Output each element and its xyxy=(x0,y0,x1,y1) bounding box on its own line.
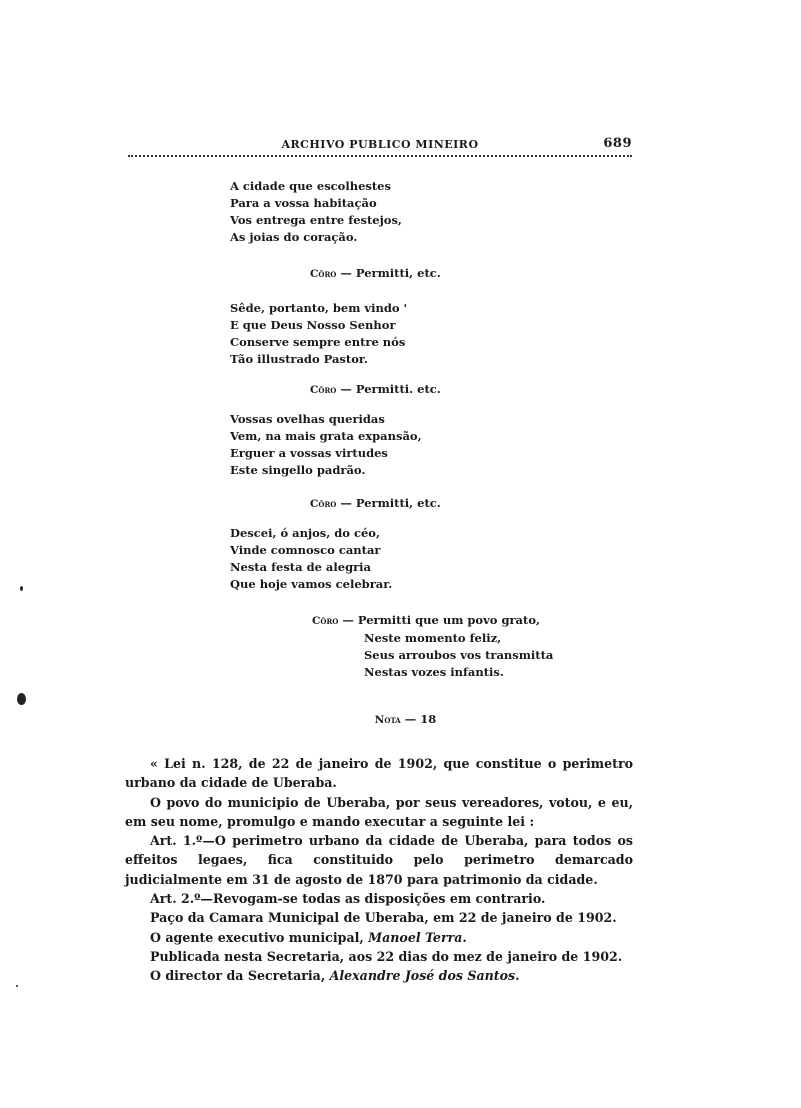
stanza-2 xyxy=(230,300,407,368)
nota-number: — 18 xyxy=(400,712,437,726)
signature-prefix: O director da Secretaria, xyxy=(150,968,330,984)
chorus-label: Côro xyxy=(312,615,339,627)
running-header xyxy=(128,136,632,154)
verse-line: Neste momento feliz, xyxy=(364,631,502,645)
signatory-name: Manoel Terra. xyxy=(368,929,467,945)
final-chorus-first-line xyxy=(312,612,553,630)
verse-line: Descei, ó anjos, do céo, xyxy=(230,526,380,540)
header-rule xyxy=(128,155,632,157)
scan-speck xyxy=(16,985,18,987)
chorus-label: Côro xyxy=(310,268,337,280)
nota-heading xyxy=(0,712,801,726)
verse-line: A cidade que escolhestes xyxy=(230,179,391,193)
law-paragraph: O povo do municipio de Uberaba, por seus vereadores, votou, e eu, em seu nome, promulgo e mando executar a seguinte lei : xyxy=(125,794,633,829)
chorus-text: — Permitti, etc. xyxy=(336,266,441,280)
chorus-text: — Permitti que um povo grato, xyxy=(338,613,540,627)
scan-speck xyxy=(20,586,23,591)
verse-line: Que hoje vamos celebrar. xyxy=(230,577,393,591)
verse-line: Nestas vozes infantis. xyxy=(364,665,504,679)
chorus-text: — Permitti. etc. xyxy=(336,382,441,396)
law-paragraph: Paço da Camara Municipal de Uberaba, em 22 de janeiro de 1902. xyxy=(150,910,617,926)
law-text xyxy=(125,754,633,986)
verse-line: Sêde, portanto, bem vindo ' xyxy=(230,301,408,315)
chorus-2 xyxy=(310,382,441,396)
chorus-1 xyxy=(310,266,441,280)
verse-line: Erguer a vossas virtudes xyxy=(230,446,388,460)
law-paragraph: « Lei n. 128, de 22 de janeiro de 1902, que constitue o perimetro urbano da cidade de Uberaba. xyxy=(125,756,633,791)
page-number: 689 xyxy=(603,136,632,151)
signatory-name: Alexandre José dos Santos. xyxy=(329,968,520,984)
verse-line: Vos entrega entre festejos, xyxy=(230,213,402,227)
stanza-4 xyxy=(230,525,392,593)
verse-line: Vem, na mais grata expansão, xyxy=(230,429,422,443)
verse-line: Para a vossa habitação xyxy=(230,196,377,210)
verse-line: Este singello padrão. xyxy=(230,463,366,477)
verse-line: Conserve sempre entre nós xyxy=(230,335,406,349)
chorus-label: Côro xyxy=(310,498,337,510)
law-paragraph: Art. 2.º—Revogam-se todas as disposições em contrario. xyxy=(150,891,546,907)
verse-line: Vinde comnosco cantar xyxy=(230,543,381,557)
final-chorus xyxy=(312,612,553,681)
verse-line: E que Deus Nosso Senhor xyxy=(230,318,396,332)
chorus-text: — Permitti, etc. xyxy=(336,496,441,510)
verse-line: Vossas ovelhas queridas xyxy=(230,412,385,426)
verse-line: Tão illustrado Pastor. xyxy=(230,352,368,366)
nota-label: Nota xyxy=(374,714,401,726)
verse-line: Seus arroubos vos transmitta xyxy=(364,648,554,662)
signature-prefix: O agente executivo municipal, xyxy=(150,929,369,945)
law-paragraph: Publicada nesta Secretaria, aos 22 dias do mez de janeiro de 1902. xyxy=(150,948,623,964)
stanza-1 xyxy=(230,178,402,246)
stanza-3 xyxy=(230,411,422,479)
law-paragraph xyxy=(125,928,633,947)
chorus-3 xyxy=(310,496,441,510)
chorus-label: Côro xyxy=(310,384,337,396)
header-title: ARCHIVO PUBLICO MINEIRO xyxy=(281,138,479,151)
verse-line: Nesta festa de alegria xyxy=(230,560,371,574)
scan-speck xyxy=(17,693,26,705)
law-paragraph: Art. 1.º—O perimetro urbano da cidade de Uberaba, para todos os effeitos legaes, fica constituido pelo perimetro demarcado judicialmente em 31 de agosto de 1870 para patrimonio da cidade. xyxy=(125,833,633,887)
verse-line: As joias do coração. xyxy=(230,230,358,244)
law-paragraph xyxy=(125,966,633,985)
